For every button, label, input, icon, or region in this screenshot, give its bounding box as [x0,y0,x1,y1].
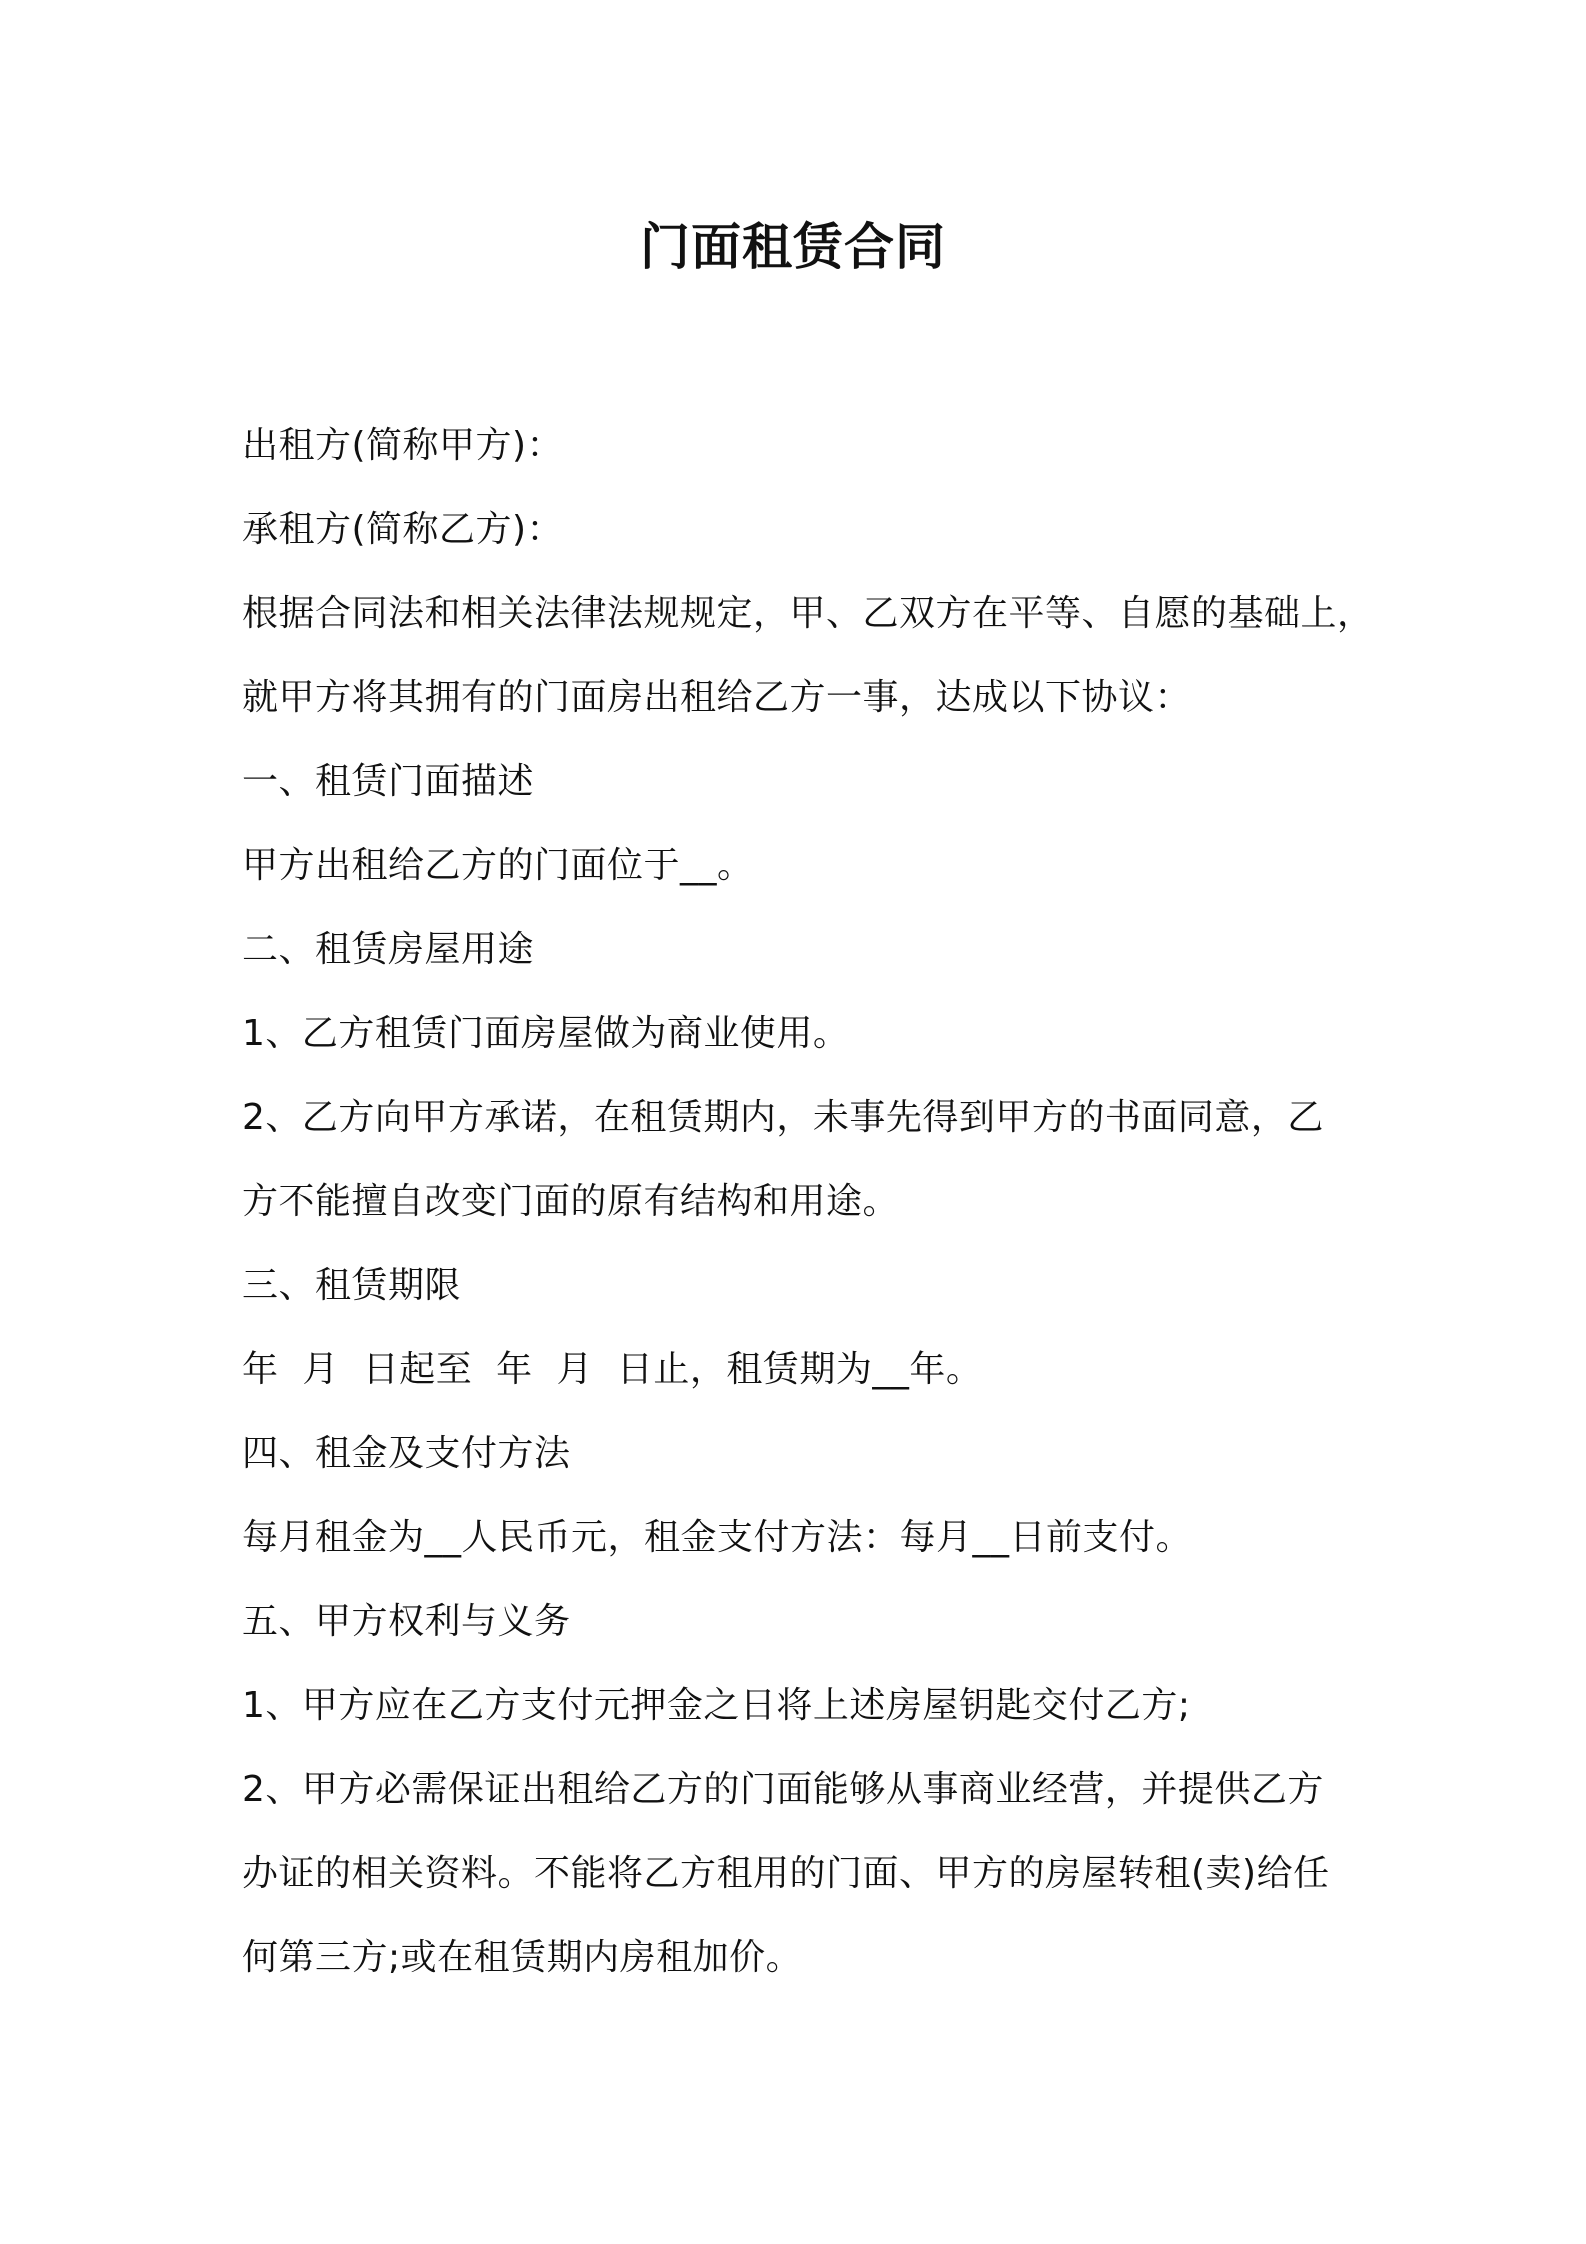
preamble-line-2: 就甲方将其拥有的门面房出租给乙方一事，达成以下协议： [242,677,1192,718]
section-2-clause-1: 1、乙方租赁门面房屋做为商业使用。 [242,1013,850,1054]
lessor-line: 出租方(简称甲方)： [242,425,564,466]
lessee-line: 承租方(简称乙方)： [242,509,564,550]
section-heading-4: 四、租金及支付方法 [242,1433,571,1474]
section-5-clause-2-line-1: 2、甲方必需保证出租给乙方的门面能够从事商业经营，并提供乙方 [242,1769,1324,1810]
section-heading-2: 二、租赁房屋用途 [242,929,535,970]
document-body [242,404,1374,2000]
section-heading-5: 五、甲方权利与义务 [242,1601,571,1642]
section-heading-1: 一、租赁门面描述 [242,761,535,802]
lease-term-line: 年 月 日起至 年 月 日止，租赁期为__年。 [242,1349,983,1390]
section-1-text: 甲方出租给乙方的门面位于__。 [242,845,754,886]
section-5-clause-1: 1、甲方应在乙方支付元押金之日将上述房屋钥匙交付乙方; [242,1685,1191,1726]
section-5-clause-2-line-3: 何第三方;或在租赁期内房租加价。 [242,1937,803,1978]
document-title: 门面租赁合同 [640,218,946,276]
rent-payment-line: 每月租金为__人民币元，租金支付方法：每月__日前支付。 [242,1517,1193,1558]
section-2-clause-2-line-2: 方不能擅自改变门面的原有结构和用途。 [242,1181,900,1222]
section-heading-3: 三、租赁期限 [242,1265,462,1306]
section-5-clause-2-line-2: 办证的相关资料。不能将乙方租用的门面、甲方的房屋转租(卖)给任 [242,1853,1330,1894]
section-2-clause-2-line-1: 2、乙方向甲方承诺，在租赁期内，未事先得到甲方的书面同意，乙 [242,1097,1324,1138]
preamble-line-1: 根据合同法和相关法律法规规定，甲、乙双方在平等、自愿的基础上， [242,593,1374,634]
